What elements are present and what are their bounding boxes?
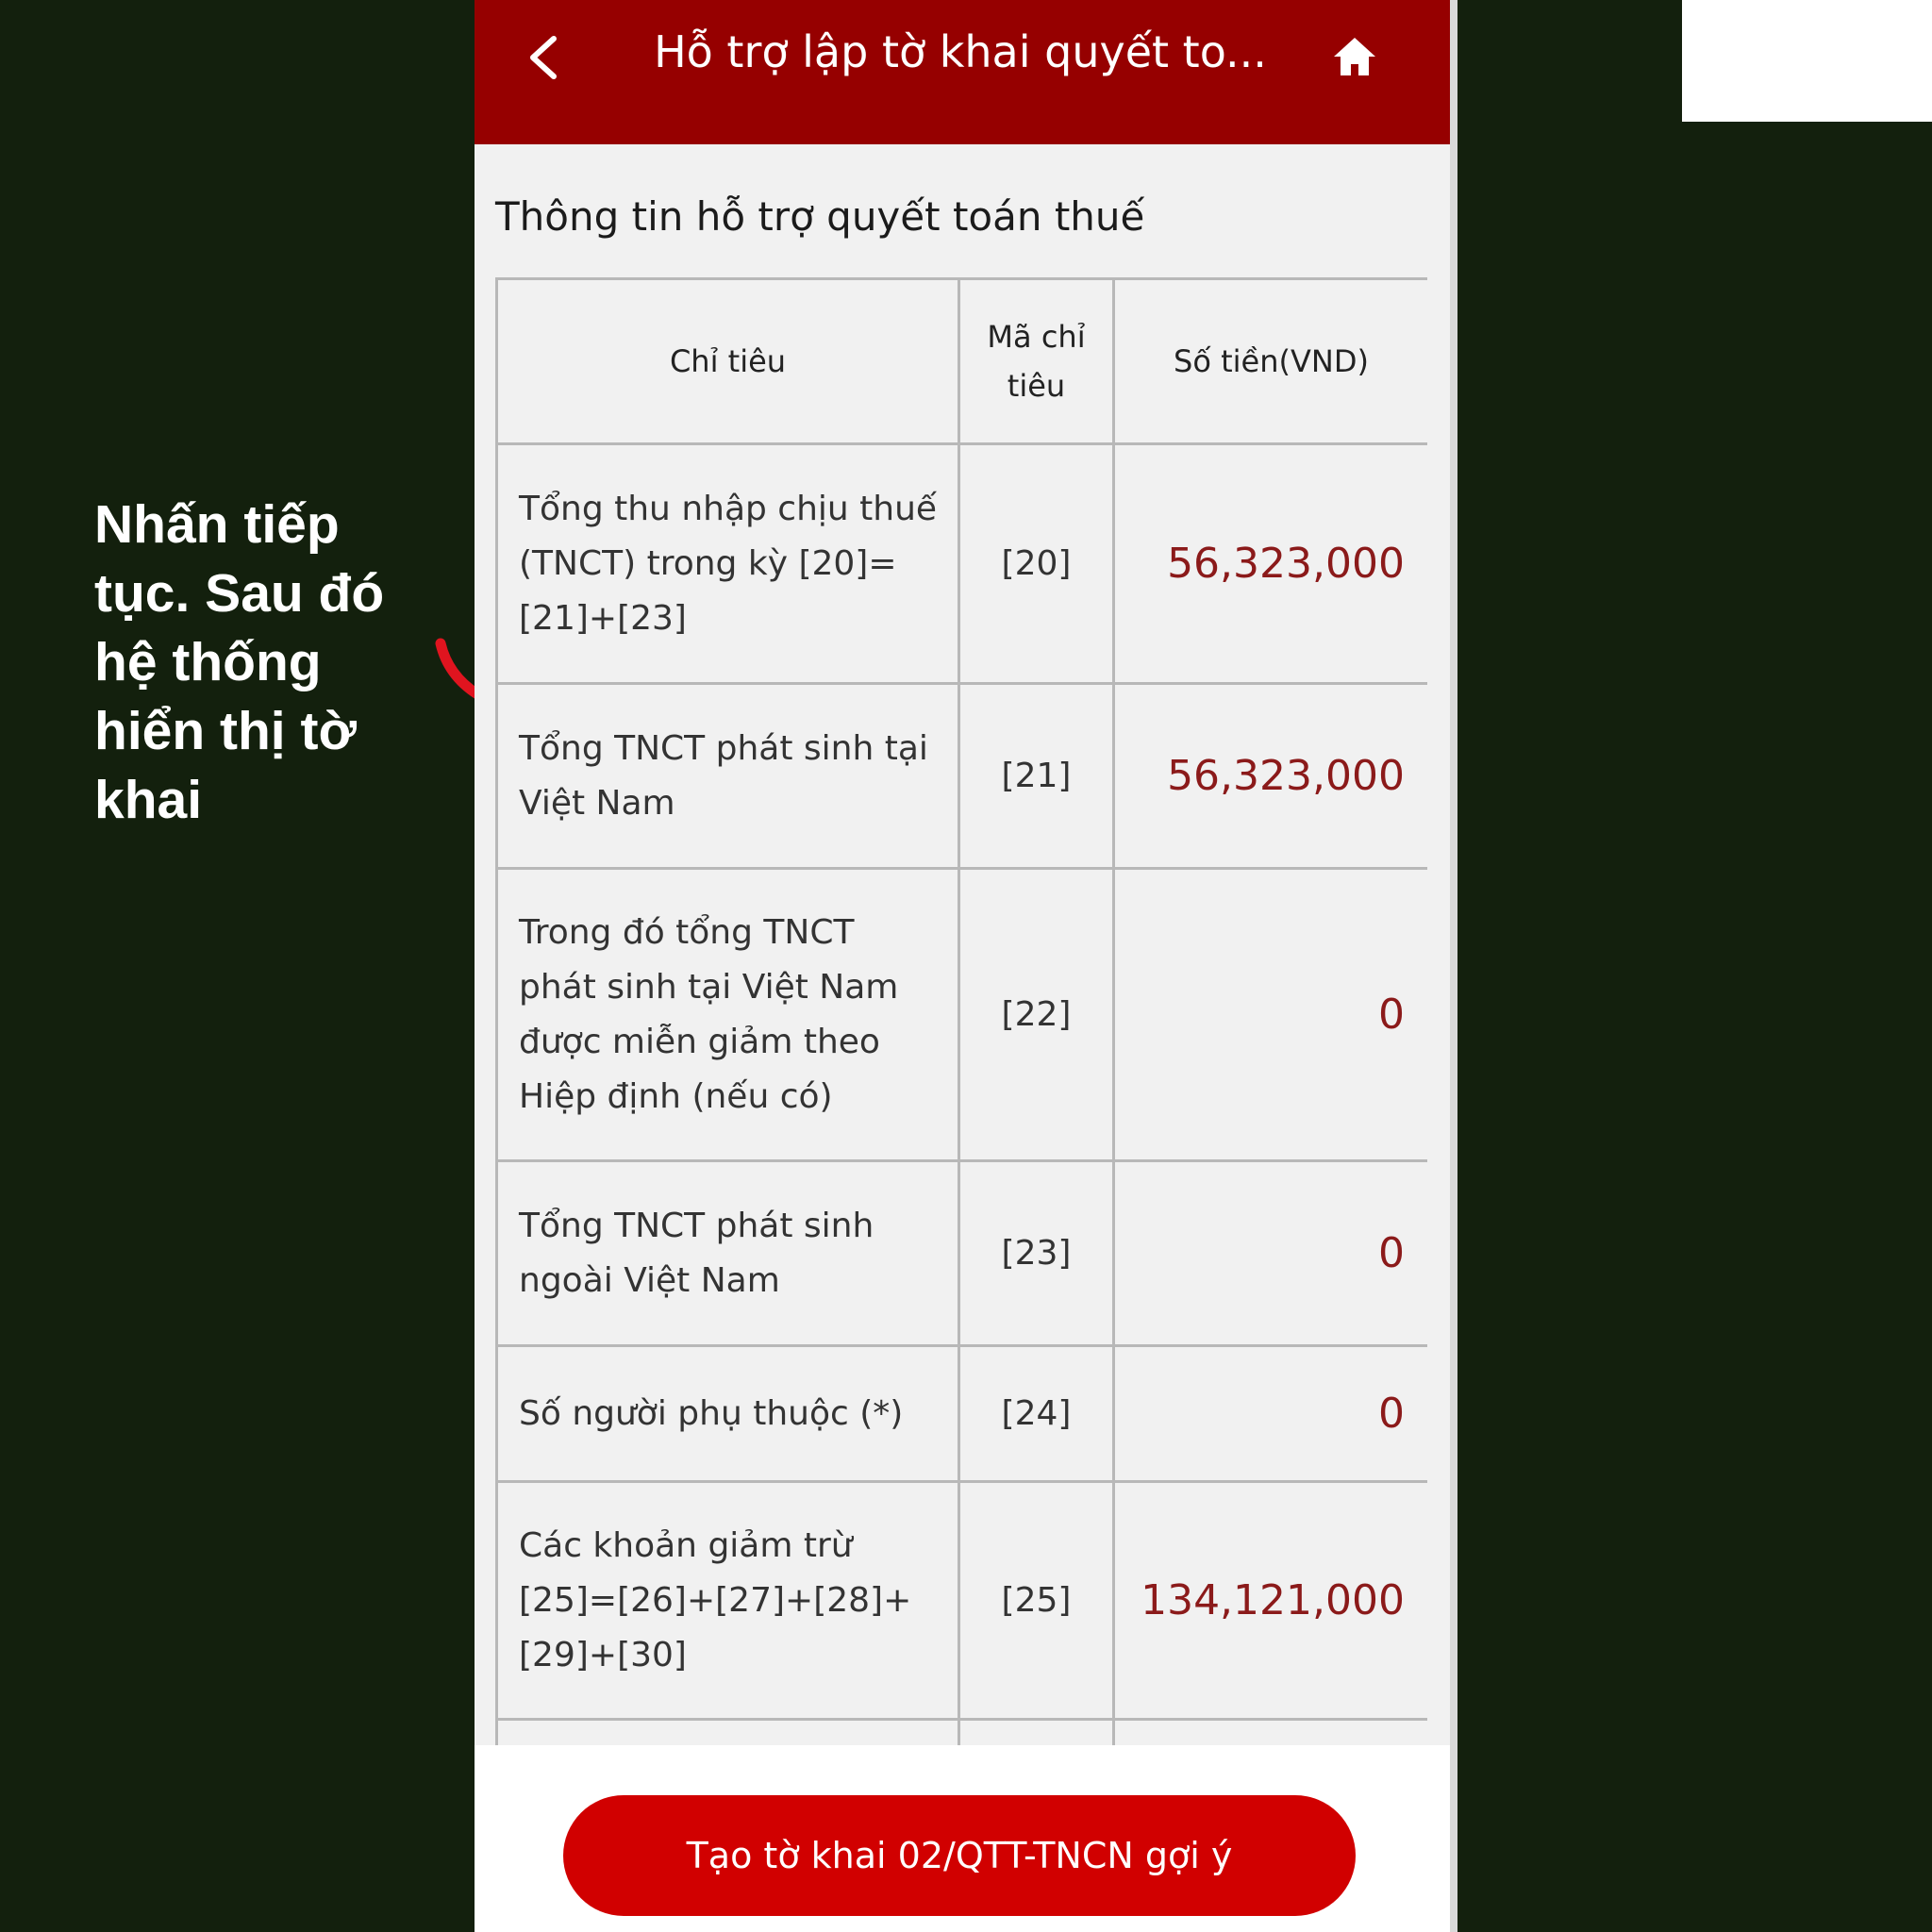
chevron-left-icon[interactable] <box>522 33 569 82</box>
table-row <box>497 444 1428 684</box>
table-row <box>497 1161 1428 1346</box>
table-row <box>497 869 1428 1161</box>
row-amount: 0 <box>1114 869 1428 1161</box>
table-row <box>497 1346 1428 1482</box>
table-row <box>497 1482 1428 1720</box>
row-code: [20] <box>959 444 1114 684</box>
row-label: Số người phụ thuộc (*) <box>497 1346 959 1482</box>
row-amount: 134,121,000 <box>1114 1482 1428 1720</box>
row-amount <box>1114 1720 1428 1746</box>
row-label: Tổng TNCT phát sinh tại Việt Nam <box>497 684 959 869</box>
row-label <box>497 1720 959 1746</box>
row-amount: 56,323,000 <box>1114 684 1428 869</box>
table-header-row <box>497 279 1428 444</box>
row-code: [24] <box>959 1346 1114 1482</box>
section-title: Thông tin hỗ trợ quyết toán thuế <box>495 193 1145 240</box>
row-code: [23] <box>959 1161 1114 1346</box>
row-label: Tổng TNCT phát sinh ngoài Việt Nam <box>497 1161 959 1346</box>
column-header: Chỉ tiêu <box>497 279 959 444</box>
corner-white-box <box>1682 0 1932 122</box>
table-row <box>497 1720 1428 1746</box>
instruction-caption: Nhấn tiếp tục. Sau đó hệ thống hiển thị tờ khai <box>94 494 385 830</box>
row-amount: 0 <box>1114 1161 1428 1346</box>
tax-info-table <box>495 277 1427 1745</box>
phone-screen <box>475 0 1457 1932</box>
table-row <box>497 684 1428 869</box>
row-code: [25] <box>959 1482 1114 1720</box>
row-amount: 56,323,000 <box>1114 444 1428 684</box>
column-header: Mã chỉ tiêu <box>959 279 1114 444</box>
row-code: [22] <box>959 869 1114 1161</box>
app-header <box>475 0 1450 144</box>
footer-bar <box>475 1745 1450 1932</box>
row-code <box>959 1720 1114 1746</box>
page-title: Hỗ trợ lập tờ khai quyết to... <box>654 26 1267 77</box>
row-code: [21] <box>959 684 1114 869</box>
column-header: Số tiền(VND) <box>1114 279 1428 444</box>
row-label: Trong đó tổng TNCT phát sinh tại Việt Nam được miễn giảm theo Hiệp định (nếu có) <box>497 869 959 1161</box>
home-icon[interactable] <box>1331 34 1378 79</box>
row-amount: 0 <box>1114 1346 1428 1482</box>
row-label: Tổng thu nhập chịu thuế (TNCT) trong kỳ [20]=[21]+[23] <box>497 444 959 684</box>
row-label: Các khoản giảm trừ [25]=[26]+[27]+[28]+[29]+[30] <box>497 1482 959 1720</box>
create-declaration-button[interactable]: Tạo tờ khai 02/QTT-TNCN gợi ý <box>563 1795 1356 1916</box>
